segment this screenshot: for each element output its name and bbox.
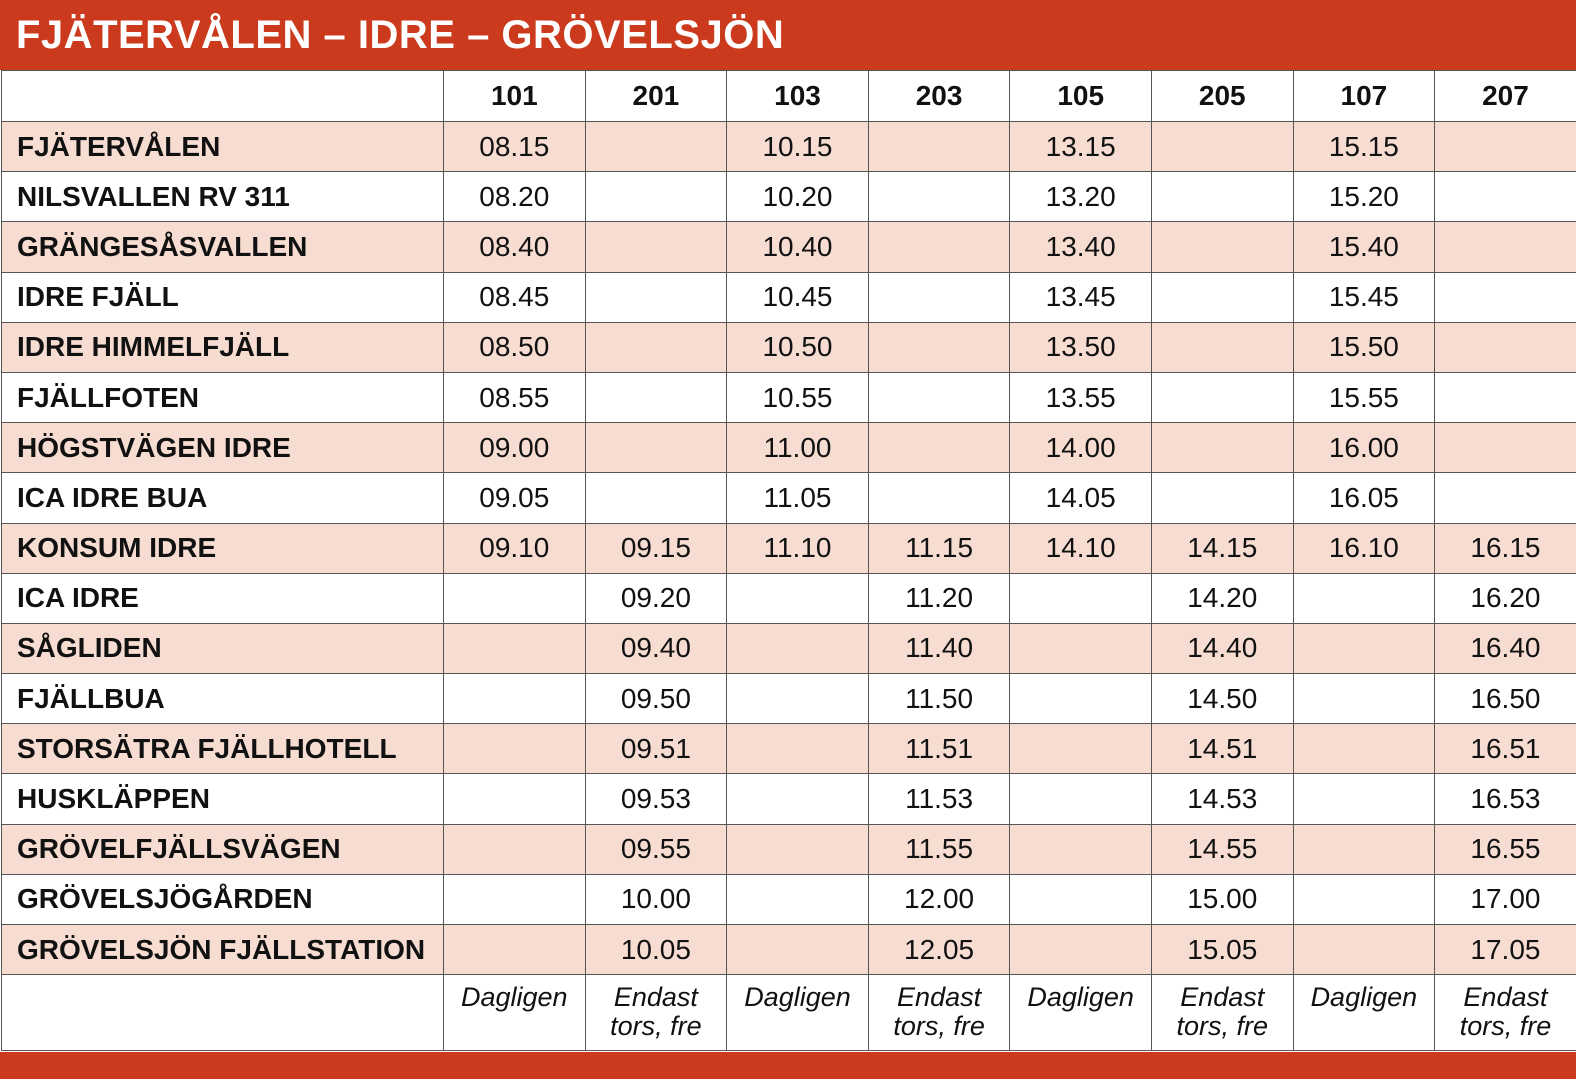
stop-name: GRÖVELSJÖGÅRDEN xyxy=(2,874,444,924)
stop-name: HUSKLÄPPEN xyxy=(2,774,444,824)
table-header-row xyxy=(2,71,1576,122)
departure-time-cell xyxy=(1435,122,1576,172)
table-row xyxy=(2,674,1576,724)
stop-name: NILSVALLEN RV 311 xyxy=(2,172,444,222)
route-column-header: 207 xyxy=(1435,71,1576,122)
departure-time-cell: 14.20 xyxy=(1151,573,1293,623)
stop-name: ICA IDRE xyxy=(2,573,444,623)
departure-time-cell xyxy=(1010,824,1152,874)
departure-time-cell: 15.45 xyxy=(1293,272,1435,322)
departure-time-cell xyxy=(585,372,727,422)
departure-time-cell xyxy=(1010,925,1152,975)
departure-time-cell: 09.00 xyxy=(444,423,586,473)
departure-time-cell: 09.10 xyxy=(444,523,586,573)
departure-time-cell: 09.05 xyxy=(444,473,586,523)
departure-time-cell: 10.50 xyxy=(727,322,869,372)
departure-time-cell: 15.40 xyxy=(1293,222,1435,272)
departure-time-cell: 16.50 xyxy=(1435,674,1576,724)
table-row xyxy=(2,724,1576,774)
stop-name: GRÄNGESÅSVALLEN xyxy=(2,222,444,272)
service-days-note: Dagligen xyxy=(1293,975,1435,1051)
departure-time-cell: 13.20 xyxy=(1010,172,1152,222)
departure-time-cell: 12.00 xyxy=(868,874,1010,924)
departure-time-cell: 09.15 xyxy=(585,523,727,573)
departure-time-cell: 13.50 xyxy=(1010,322,1152,372)
departure-time-cell: 16.40 xyxy=(1435,623,1576,673)
table-row xyxy=(2,623,1576,673)
departure-time-cell xyxy=(727,674,869,724)
departure-time-cell xyxy=(444,573,586,623)
departure-time-cell: 10.05 xyxy=(585,925,727,975)
departure-time-cell: 14.40 xyxy=(1151,623,1293,673)
departure-time-cell xyxy=(1435,322,1576,372)
table-row xyxy=(2,774,1576,824)
departure-time-cell: 11.10 xyxy=(727,523,869,573)
table-row xyxy=(2,222,1576,272)
stop-name: FJÄLLFOTEN xyxy=(2,372,444,422)
departure-time-cell: 10.20 xyxy=(727,172,869,222)
stop-name: STORSÄTRA FJÄLLHOTELL xyxy=(2,724,444,774)
departure-time-cell xyxy=(727,874,869,924)
table-row xyxy=(2,372,1576,422)
departure-time-cell: 10.40 xyxy=(727,222,869,272)
stop-name: KONSUM IDRE xyxy=(2,523,444,573)
table-row xyxy=(2,122,1576,172)
departure-time-cell xyxy=(585,172,727,222)
departure-time-cell xyxy=(1010,623,1152,673)
departure-time-cell xyxy=(727,925,869,975)
stop-name: FJÄTERVÅLEN xyxy=(2,122,444,172)
stop-name: GRÖVELFJÄLLSVÄGEN xyxy=(2,824,444,874)
departure-time-cell xyxy=(1435,222,1576,272)
departure-time-cell xyxy=(1293,925,1435,975)
departure-time-cell xyxy=(1010,774,1152,824)
departure-time-cell xyxy=(1151,423,1293,473)
departure-time-cell xyxy=(1151,322,1293,372)
departure-time-cell: 16.00 xyxy=(1293,423,1435,473)
departure-time-cell xyxy=(585,122,727,172)
stop-name: GRÖVELSJÖN FJÄLLSTATION xyxy=(2,925,444,975)
table-row xyxy=(2,473,1576,523)
departure-time-cell: 09.20 xyxy=(585,573,727,623)
departure-time-cell xyxy=(1010,724,1152,774)
departure-time-cell xyxy=(1151,122,1293,172)
departure-time-cell xyxy=(444,874,586,924)
departure-time-cell: 14.05 xyxy=(1010,473,1152,523)
route-column-header: 103 xyxy=(727,71,869,122)
departure-time-cell: 11.51 xyxy=(868,724,1010,774)
departure-time-cell xyxy=(868,172,1010,222)
departure-time-cell: 12.05 xyxy=(868,925,1010,975)
departure-time-cell: 17.00 xyxy=(1435,874,1576,924)
departure-time-cell xyxy=(1293,824,1435,874)
departure-time-cell xyxy=(1293,874,1435,924)
departure-time-cell: 15.05 xyxy=(1151,925,1293,975)
departure-time-cell: 14.10 xyxy=(1010,523,1152,573)
table-row xyxy=(2,874,1576,924)
route-column-header: 205 xyxy=(1151,71,1293,122)
departure-time-cell: 08.20 xyxy=(444,172,586,222)
departure-time-cell xyxy=(1010,874,1152,924)
table-row xyxy=(2,824,1576,874)
departure-time-cell: 16.51 xyxy=(1435,724,1576,774)
departure-time-cell xyxy=(585,222,727,272)
page-title: FJÄTERVÅLEN – IDRE – GRÖVELSJÖN xyxy=(16,12,785,57)
departure-time-cell xyxy=(444,824,586,874)
departure-time-cell: 11.00 xyxy=(727,423,869,473)
departure-time-cell: 09.53 xyxy=(585,774,727,824)
departure-time-cell xyxy=(444,724,586,774)
departure-time-cell xyxy=(868,272,1010,322)
departure-time-cell xyxy=(444,925,586,975)
departure-time-cell xyxy=(1293,674,1435,724)
service-days-note: Dagligen xyxy=(444,975,586,1051)
departure-time-cell: 08.45 xyxy=(444,272,586,322)
service-days-blank-cell xyxy=(2,975,444,1051)
route-column-header: 201 xyxy=(585,71,727,122)
table-row xyxy=(2,523,1576,573)
departure-time-cell: 14.00 xyxy=(1010,423,1152,473)
departure-time-cell xyxy=(868,322,1010,372)
departure-time-cell xyxy=(1293,724,1435,774)
departure-time-cell: 15.55 xyxy=(1293,372,1435,422)
departure-time-cell: 09.50 xyxy=(585,674,727,724)
service-days-note: Dagligen xyxy=(727,975,869,1051)
table-row xyxy=(2,322,1576,372)
departure-time-cell: 14.51 xyxy=(1151,724,1293,774)
departure-time-cell xyxy=(1293,774,1435,824)
departure-time-cell: 08.55 xyxy=(444,372,586,422)
departure-time-cell xyxy=(444,623,586,673)
departure-time-cell: 16.10 xyxy=(1293,523,1435,573)
departure-time-cell: 11.20 xyxy=(868,573,1010,623)
departure-time-cell xyxy=(1435,172,1576,222)
departure-time-cell: 14.53 xyxy=(1151,774,1293,824)
departure-time-cell: 13.40 xyxy=(1010,222,1152,272)
departure-time-cell: 15.20 xyxy=(1293,172,1435,222)
table-row xyxy=(2,925,1576,975)
departure-time-cell: 15.00 xyxy=(1151,874,1293,924)
departure-time-cell: 16.20 xyxy=(1435,573,1576,623)
departure-time-cell xyxy=(1151,272,1293,322)
departure-time-cell: 13.45 xyxy=(1010,272,1152,322)
departure-time-cell: 10.00 xyxy=(585,874,727,924)
departure-time-cell xyxy=(1010,674,1152,724)
departure-time-cell: 11.50 xyxy=(868,674,1010,724)
departure-time-cell: 08.50 xyxy=(444,322,586,372)
timetable xyxy=(1,70,1576,1051)
service-days-note: Endast tors, fre xyxy=(1435,975,1576,1051)
departure-time-cell: 14.50 xyxy=(1151,674,1293,724)
departure-time-cell xyxy=(868,222,1010,272)
departure-time-cell xyxy=(444,774,586,824)
departure-time-cell xyxy=(585,473,727,523)
departure-time-cell xyxy=(585,322,727,372)
table-row xyxy=(2,423,1576,473)
departure-time-cell: 15.15 xyxy=(1293,122,1435,172)
route-column-header: 203 xyxy=(868,71,1010,122)
departure-time-cell: 17.05 xyxy=(1435,925,1576,975)
departure-time-cell xyxy=(868,372,1010,422)
departure-time-cell: 10.45 xyxy=(727,272,869,322)
departure-time-cell: 11.53 xyxy=(868,774,1010,824)
departure-time-cell xyxy=(1151,222,1293,272)
departure-time-cell xyxy=(1151,473,1293,523)
stop-column-header xyxy=(2,71,444,122)
departure-time-cell: 11.55 xyxy=(868,824,1010,874)
departure-time-cell: 10.55 xyxy=(727,372,869,422)
stop-name: ICA IDRE BUA xyxy=(2,473,444,523)
departure-time-cell: 09.55 xyxy=(585,824,727,874)
departure-time-cell: 16.53 xyxy=(1435,774,1576,824)
route-column-header: 105 xyxy=(1010,71,1152,122)
service-days-row xyxy=(2,975,1576,1051)
departure-time-cell xyxy=(585,272,727,322)
stop-name: IDRE FJÄLL xyxy=(2,272,444,322)
departure-time-cell: 11.15 xyxy=(868,523,1010,573)
stop-name: SÅGLIDEN xyxy=(2,623,444,673)
footer-bar xyxy=(0,1052,1576,1079)
departure-time-cell xyxy=(1435,272,1576,322)
departure-time-cell xyxy=(1151,372,1293,422)
departure-time-cell: 13.15 xyxy=(1010,122,1152,172)
departure-time-cell: 16.55 xyxy=(1435,824,1576,874)
departure-time-cell xyxy=(727,724,869,774)
table-row xyxy=(2,172,1576,222)
route-column-header: 107 xyxy=(1293,71,1435,122)
departure-time-cell xyxy=(1151,172,1293,222)
departure-time-cell: 15.50 xyxy=(1293,322,1435,372)
departure-time-cell xyxy=(1010,573,1152,623)
departure-time-cell xyxy=(1435,423,1576,473)
header-bar xyxy=(0,0,1576,70)
departure-time-cell: 16.05 xyxy=(1293,473,1435,523)
departure-time-cell xyxy=(727,774,869,824)
departure-time-cell xyxy=(444,674,586,724)
stop-name: FJÄLLBUA xyxy=(2,674,444,724)
departure-time-cell xyxy=(868,473,1010,523)
departure-time-cell xyxy=(1293,623,1435,673)
departure-time-cell xyxy=(585,423,727,473)
departure-time-cell xyxy=(1435,372,1576,422)
departure-time-cell: 09.51 xyxy=(585,724,727,774)
departure-time-cell: 08.15 xyxy=(444,122,586,172)
stop-name: IDRE HIMMELFJÄLL xyxy=(2,322,444,372)
departure-time-cell: 16.15 xyxy=(1435,523,1576,573)
table-row xyxy=(2,272,1576,322)
service-days-note: Endast tors, fre xyxy=(868,975,1010,1051)
departure-time-cell xyxy=(868,423,1010,473)
departure-time-cell xyxy=(1435,473,1576,523)
departure-time-cell: 09.40 xyxy=(585,623,727,673)
departure-time-cell xyxy=(727,623,869,673)
departure-time-cell: 14.15 xyxy=(1151,523,1293,573)
departure-time-cell xyxy=(868,122,1010,172)
departure-time-cell: 10.15 xyxy=(727,122,869,172)
departure-time-cell: 11.05 xyxy=(727,473,869,523)
stop-name: HÖGSTVÄGEN IDRE xyxy=(2,423,444,473)
route-column-header: 101 xyxy=(444,71,586,122)
departure-time-cell: 08.40 xyxy=(444,222,586,272)
departure-time-cell xyxy=(727,824,869,874)
departure-time-cell xyxy=(1293,573,1435,623)
departure-time-cell: 11.40 xyxy=(868,623,1010,673)
table-body xyxy=(2,122,1576,1051)
service-days-note: Dagligen xyxy=(1010,975,1152,1051)
service-days-note: Endast tors, fre xyxy=(585,975,727,1051)
departure-time-cell: 14.55 xyxy=(1151,824,1293,874)
departure-time-cell: 13.55 xyxy=(1010,372,1152,422)
departure-time-cell xyxy=(727,573,869,623)
service-days-note: Endast tors, fre xyxy=(1151,975,1293,1051)
table-row xyxy=(2,573,1576,623)
